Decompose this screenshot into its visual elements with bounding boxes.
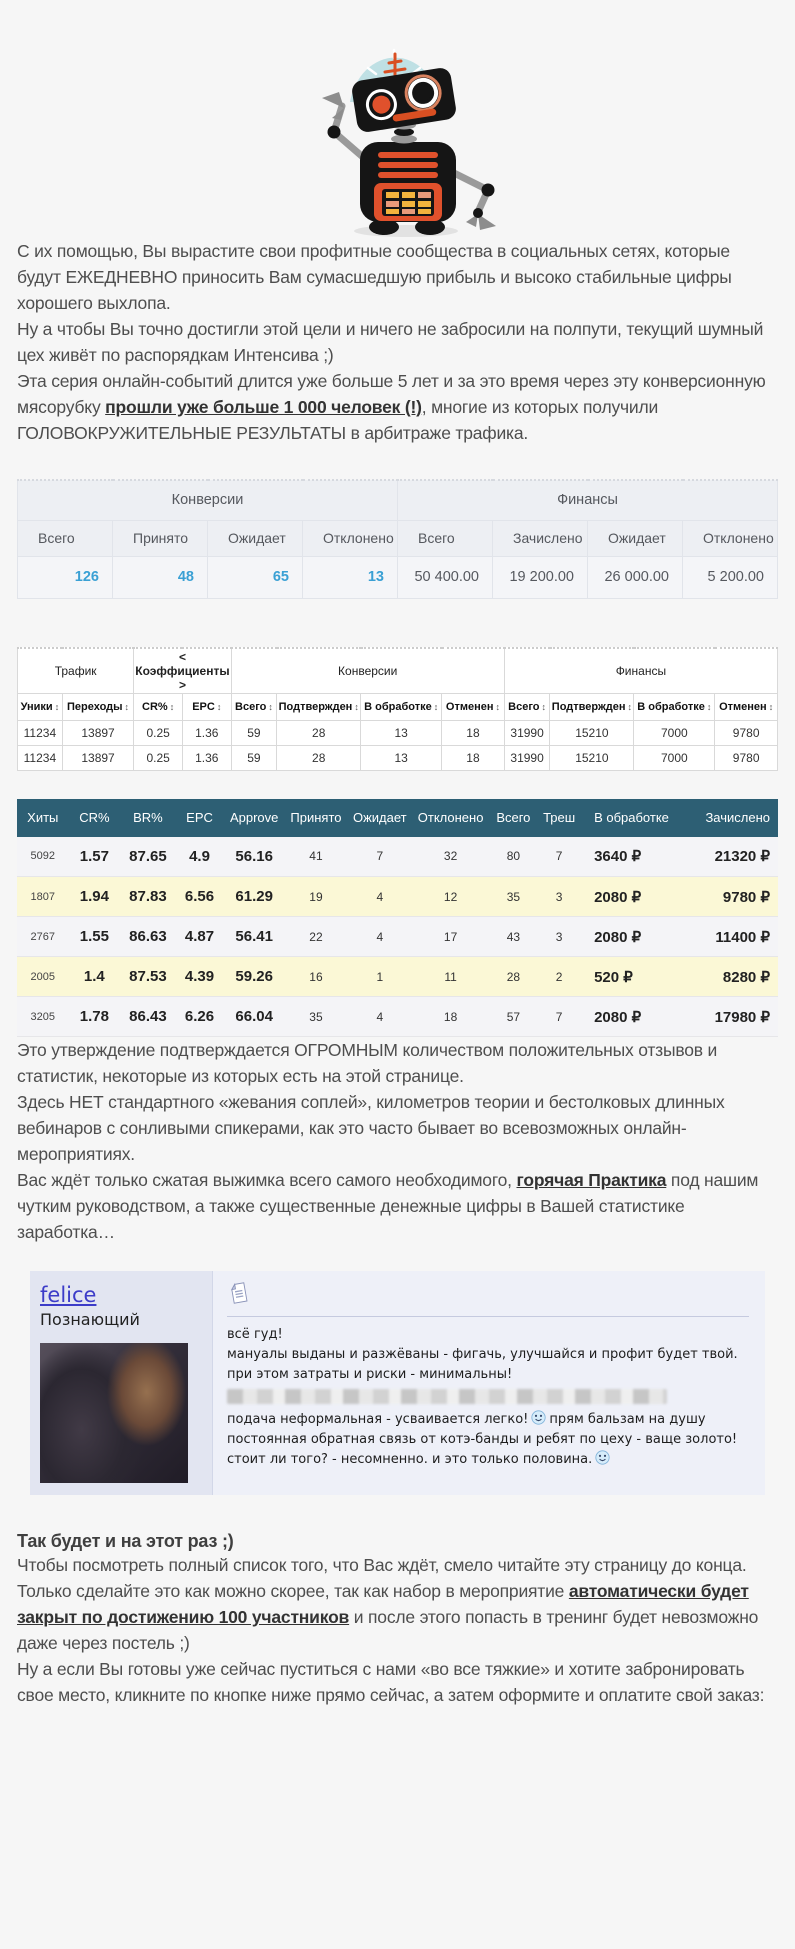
sortable-column-header[interactable] (182, 693, 231, 720)
redacted-text-strip (227, 1389, 667, 1404)
cell: 1.78 (69, 997, 121, 1037)
sortable-column-header[interactable] (361, 693, 442, 720)
cell: 35 (285, 997, 347, 1037)
cell: 4 (347, 997, 413, 1037)
cell: 11234 (18, 720, 63, 745)
cell: 56.41 (223, 917, 285, 957)
cell: 18 (413, 997, 489, 1037)
paragraph-no-theory: Здесь НЕТ стандартного «жевания соплей», километров теории и бестолковых длинных вебинаров с сонливыми спикерами, как это часто бывает во всевозможных онлайн-мероприятиях. (17, 1092, 725, 1164)
sortable-column-header[interactable] (504, 693, 550, 720)
cell: 11400 ₽ (687, 917, 778, 957)
cell: 6.26 (176, 997, 224, 1037)
cell: 7 (347, 837, 413, 877)
author-avatar (40, 1343, 188, 1483)
cell: 7 (538, 997, 580, 1037)
cell: 1.36 (182, 720, 231, 745)
paragraph-intro-1: С их помощью, Вы вырастите свои профитные сообщества в социальных сетях, которые будут ЕЖЕДНЕВНО приносить Вам сумасшедшую прибыль и высоко стабильные цифры хорошего выхлопа. (17, 241, 732, 313)
cell: 17980 ₽ (687, 997, 778, 1037)
stat-cell: 19 200.00 (493, 556, 588, 598)
header-cell: Approve (223, 799, 285, 837)
cell: 4.87 (176, 917, 224, 957)
header-cell: BR% (120, 799, 176, 837)
robot-hero (0, 0, 795, 238)
sortable-column-header[interactable] (231, 693, 277, 720)
paragraph-intro-3-text: Эта серия онлайн-событий длится уже больше 5 лет и за это время через эту конверсионную мясорубку (17, 371, 766, 417)
paragraph-intro-2: Ну а чтобы Вы точно достигли этой цели и ничего не забросили на полпути, текущий шумный цех живёт по распорядкам Интенсива ;) (17, 319, 764, 365)
cell: 66.04 (223, 997, 285, 1037)
cell: 9780 ₽ (687, 877, 778, 917)
paragraph-proof: Это утверждение подтверждается ОГРОМНЫМ количеством положительных отзывов и статистик, некоторые из которых есть на этой странице. (17, 1040, 718, 1086)
cell: 80 (489, 837, 539, 877)
emphasis-100-participants: автоматически будет закрыт по достижению 100 участников (17, 1581, 749, 1627)
group-header-conversions: Конверсии (231, 648, 504, 694)
stat-cell: 5 200.00 (683, 556, 778, 598)
paragraph-call-to-action: Ну а если Вы готовы уже сейчас пуститься с нами «во все тяжкие» и хотите забронировать свое место, кликните по кнопке ниже прямо сейчас, а затем оформите и оплатите свой заказ: (17, 1659, 765, 1705)
stat-cell: 65 (208, 556, 303, 598)
header-cell: Всего (489, 799, 539, 837)
note-icon (227, 1281, 251, 1305)
testimonial-card (30, 1271, 765, 1495)
robot-illustration-icon (238, 6, 558, 238)
paragraph-intro-3 (17, 368, 778, 446)
paragraph-limited-text: Только сделайте это как можно скорее, так как набор в мероприятие (17, 1581, 569, 1601)
sort-icon: ↕ (354, 701, 359, 712)
cell: 8280 ₽ (687, 957, 778, 997)
group-header-finances: Финансы (504, 648, 777, 694)
column-label: Переходы (67, 700, 123, 713)
smiley-icon (531, 1410, 546, 1425)
cell: 18 (442, 720, 505, 745)
paragraph-intro-3-tail: , многие из которых получили ГОЛОВОКРУЖИТЕЛЬНЫЕ РЕЗУЛЬТАТЫ в арбитраже трафика. (17, 397, 659, 443)
header-cell: Отклонено (683, 520, 778, 556)
cell: 7000 (634, 745, 715, 770)
cell: 59 (231, 745, 277, 770)
sort-icon: ↕ (124, 701, 130, 712)
paragraph-limited-tail: и после этого попасть в тренинг будет невозможно даже через постель ;) (17, 1607, 759, 1653)
sort-icon: ↕ (706, 701, 712, 712)
column-label: CR% (142, 700, 168, 713)
cell: 520 ₽ (580, 957, 687, 997)
group-header-coefficients: < Коэффициенты > (135, 649, 230, 692)
cell: 4.9 (176, 837, 224, 877)
cell: 1.4 (69, 957, 121, 997)
group-header-conversions: Конверсии (18, 480, 398, 520)
cell: 18 (442, 745, 505, 770)
header-cell: Хиты (17, 799, 69, 837)
table-row (17, 997, 778, 1037)
header-cell: Отклонено (303, 520, 398, 556)
cell: 4.39 (176, 957, 224, 997)
group-header-finances: Финансы (398, 480, 778, 520)
cell: 7 (538, 837, 580, 877)
cell: 61.29 (223, 877, 285, 917)
cell: 9780 (715, 745, 778, 770)
cell: 2080 ₽ (580, 997, 687, 1037)
cell: 17 (413, 917, 489, 957)
table-row (17, 837, 778, 877)
cell: 87.53 (120, 957, 176, 997)
header-cell: EPC (176, 799, 224, 837)
sort-icon: ↕ (541, 701, 547, 712)
column-label: Отменен (445, 700, 494, 713)
column-label: EPC (192, 700, 215, 713)
sort-icon: ↕ (268, 701, 273, 712)
cell: 28 (489, 957, 539, 997)
stat-cell: 126 (18, 556, 113, 598)
cell: 32 (413, 837, 489, 877)
paragraph-limited-seats (17, 1578, 778, 1656)
group-header-traffic: Трафик (18, 648, 134, 694)
testimonial-line-text: стоит ли того? - несомненно. и это только половина. (227, 1452, 593, 1467)
cell: 31990 (504, 720, 550, 745)
column-label: Всего (235, 700, 267, 713)
sortable-column-header[interactable] (550, 693, 634, 720)
cell: 57 (489, 997, 539, 1037)
header-cell: Ожидает (208, 520, 303, 556)
cell: 35 (489, 877, 539, 917)
header-cell: CR% (69, 799, 121, 837)
sort-icon: ↕ (495, 701, 501, 712)
cell: 16 (285, 957, 347, 997)
cell: 56.16 (223, 837, 285, 877)
author-username-link[interactable]: felice (40, 1283, 97, 1307)
cell: 15210 (550, 745, 634, 770)
paragraph-practice-tail: под нашим чутким руководством, а также существенные денежные цифры в Вашей статистике заработка… (17, 1170, 759, 1242)
stat-cell: 50 400.00 (398, 556, 493, 598)
column-label: Подтвержден (278, 700, 353, 713)
cell: 13 (361, 745, 442, 770)
cell: 1807 (17, 877, 69, 917)
cell: 7000 (634, 720, 715, 745)
header-cell: Треш (538, 799, 580, 837)
paragraph-read-page: Чтобы посмотреть полный список того, что Вас ждёт, смело читайте эту страницу до конца. (17, 1555, 747, 1575)
sort-icon: ↕ (216, 701, 222, 712)
campaign-earnings-table (17, 799, 778, 1038)
sort-icon: ↕ (627, 701, 632, 712)
column-label: Уники (20, 700, 53, 713)
divider (227, 1316, 749, 1317)
table-row (17, 917, 778, 957)
column-label: Подтвержден (551, 700, 626, 713)
cell: 28 (277, 720, 361, 745)
cell: 41 (285, 837, 347, 877)
cell: 6.56 (176, 877, 224, 917)
cell: 28 (277, 745, 361, 770)
cell: 3 (538, 877, 580, 917)
cell: 2080 ₽ (580, 917, 687, 957)
traffic-stats-table (17, 647, 778, 771)
cell: 13897 (62, 720, 134, 745)
stat-cell: 48 (113, 556, 208, 598)
cell: 5092 (17, 837, 69, 877)
cell: 2005 (17, 957, 69, 997)
testimonial-line (227, 1450, 749, 1470)
cell: 1.36 (182, 745, 231, 770)
sort-icon: ↕ (768, 701, 774, 712)
cell: 1.57 (69, 837, 121, 877)
cell: 59.26 (223, 957, 285, 997)
testimonial-body (212, 1271, 765, 1495)
header-cell: В обработке (580, 799, 687, 837)
header-cell: Зачислено (687, 799, 778, 837)
conversions-finances-summary-table (17, 479, 778, 599)
testimonial-line: постоянная обратная связь от котэ-банды и ребят по цеху - ваще золото! (227, 1432, 738, 1447)
cell: 22 (285, 917, 347, 957)
header-cell: Ожидает (588, 520, 683, 556)
header-cell: Принято (113, 520, 208, 556)
cell: 9780 (715, 720, 778, 745)
paragraph-practice-text: Вас ждёт только сжатая выжимка всего самого необходимого, (17, 1170, 517, 1190)
cell: 31990 (504, 745, 550, 770)
smiley-icon (595, 1450, 610, 1465)
cell: 1.94 (69, 877, 121, 917)
cell: 3640 ₽ (580, 837, 687, 877)
cell: 86.63 (120, 917, 176, 957)
cell: 1 (347, 957, 413, 997)
cell: 3 (538, 917, 580, 957)
outro-heading: Так будет и на этот раз ;) (17, 1531, 234, 1551)
header-cell: Ожидает (347, 799, 413, 837)
header-cell: Отклонено (413, 799, 489, 837)
cell: 13 (361, 720, 442, 745)
cell: 11 (413, 957, 489, 997)
cell: 15210 (550, 720, 634, 745)
cell: 4 (347, 917, 413, 957)
column-label: В обработке (364, 700, 432, 713)
cell: 13897 (62, 745, 134, 770)
sortable-column-header[interactable] (715, 693, 778, 720)
cell: 21320 ₽ (687, 837, 778, 877)
table-row (18, 720, 778, 745)
cell: 2080 ₽ (580, 877, 687, 917)
sortable-column-header[interactable] (18, 693, 63, 720)
cell: 3205 (17, 997, 69, 1037)
summary-values-row (18, 556, 778, 598)
table-row (17, 877, 778, 917)
paragraph-practice (17, 1167, 778, 1245)
cell: 59 (231, 720, 277, 745)
emphasis-hot-practice: горячая Практика (516, 1170, 667, 1190)
stat-cell: 26 000.00 (588, 556, 683, 598)
sortable-column-header[interactable] (634, 693, 715, 720)
column-label: В обработке (637, 700, 705, 713)
sort-icon: ↕ (54, 701, 60, 712)
table-row (17, 957, 778, 997)
cell: 87.83 (120, 877, 176, 917)
cell: 0.25 (134, 745, 183, 770)
cell: 87.65 (120, 837, 176, 877)
sort-icon: ↕ (169, 701, 175, 712)
cell: 11234 (18, 745, 63, 770)
cell: 1.55 (69, 917, 121, 957)
sortable-column-header[interactable] (277, 693, 361, 720)
cell: 2 (538, 957, 580, 997)
sort-icon: ↕ (433, 701, 439, 712)
cell: 19 (285, 877, 347, 917)
testimonial-line: всё гуд! (227, 1327, 283, 1342)
stat-cell: 13 (303, 556, 398, 598)
cell: 4 (347, 877, 413, 917)
header-cell: Всего (18, 520, 113, 556)
testimonial-line-text: прям бальзам на душу (549, 1412, 706, 1427)
cell: 86.43 (120, 997, 176, 1037)
column-label: Отменен (719, 700, 767, 713)
testimonial-author (30, 1271, 212, 1495)
header-cell: Зачислено (493, 520, 588, 556)
author-role: Познающий (40, 1310, 140, 1329)
header-cell: Принято (285, 799, 347, 837)
column-label: Всего (508, 700, 540, 713)
cell: 2767 (17, 917, 69, 957)
cell: 0.25 (134, 720, 183, 745)
table-row (18, 745, 778, 770)
emphasis-1000-people: прошли уже больше 1 000 человек (!) (105, 397, 422, 417)
sortable-column-header[interactable] (442, 693, 505, 720)
testimonial-line-text: подача неформальная - усваивается легко! (227, 1412, 529, 1427)
header-cell: Всего (398, 520, 493, 556)
testimonial-line (227, 1410, 749, 1430)
sortable-column-header[interactable] (134, 693, 183, 720)
cell: 43 (489, 917, 539, 957)
cell: 12 (413, 877, 489, 917)
testimonial-line: мануалы выданы и разжёваны - фигачь, улучшайся и профит будет твой. при этом затраты и риски - минимальны! (227, 1347, 738, 1382)
sortable-column-header[interactable] (62, 693, 134, 720)
